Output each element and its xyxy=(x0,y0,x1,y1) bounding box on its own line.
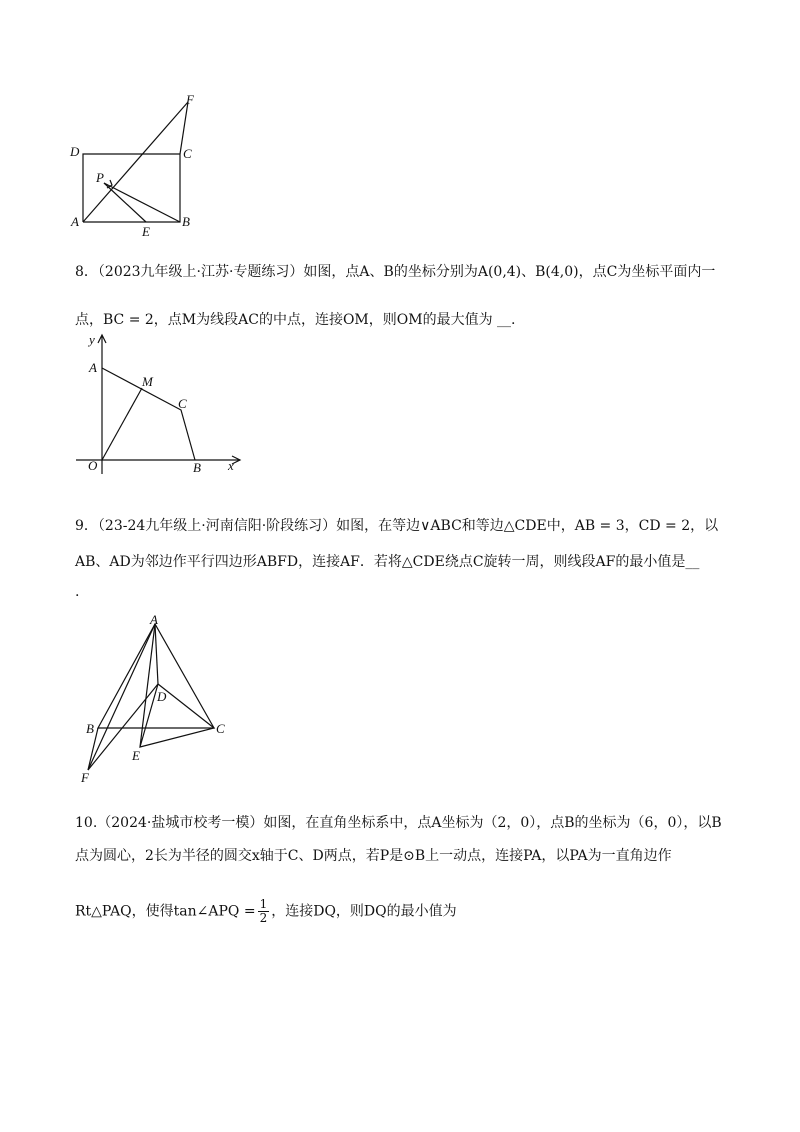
figure-rectangle xyxy=(60,90,220,240)
label-F: F xyxy=(186,92,194,107)
fraction-numerator: 1 xyxy=(259,897,268,911)
label-B: B xyxy=(86,721,94,736)
label-M: M xyxy=(142,374,153,389)
label-A: A xyxy=(89,360,97,375)
q10-line3-post: ，连接DQ，则DQ的最小值为 xyxy=(271,903,457,920)
rect-ABCD xyxy=(83,154,180,222)
segment-AF xyxy=(83,102,188,222)
segment-OM xyxy=(102,388,142,460)
q10-line3-pre: Rt△PAQ，使得tan∠APQ = xyxy=(75,903,256,920)
q9-line2: AB、AD为邻边作平行四边形ABFD，连接AF．若将△CDE绕点C旋转一周，则线段AF的最小值是__ xyxy=(75,554,700,570)
label-x: x xyxy=(228,458,234,473)
label-B: B xyxy=(193,460,201,475)
label-E: E xyxy=(142,224,150,239)
segment-PB xyxy=(104,183,180,222)
label-O: O xyxy=(88,458,98,473)
label-y: y xyxy=(89,332,95,347)
segment-PE xyxy=(104,183,146,222)
q10-line1: 10.（2024·盐城市校考一模）如图，在直角坐标系中，点A坐标为（2，0），点B的坐标为（6，0），以B xyxy=(75,815,722,831)
figure-coordinate xyxy=(70,330,250,480)
q8-line2: 点，BC = 2，点M为线段AC的中点，连接OM，则OM的最大值为 __. xyxy=(75,312,516,328)
label-F: F xyxy=(81,770,89,785)
segment-AF xyxy=(88,624,155,770)
q9-line3: . xyxy=(75,584,80,600)
q10-line3 xyxy=(75,898,457,925)
triangle-CDE xyxy=(140,684,214,747)
fraction-denominator: 2 xyxy=(259,911,268,925)
q10-line2: 点为圆心，2长为半径的圆交x轴于C、D两点，若P是⊙B上一动点，连接PA，以PA为一直角边作 xyxy=(75,848,672,864)
label-C: C xyxy=(183,146,192,161)
figure-triangles xyxy=(78,612,238,792)
label-P: P xyxy=(96,170,104,185)
label-A: A xyxy=(150,612,158,627)
label-D: D xyxy=(70,144,80,159)
label-C: C xyxy=(178,396,187,411)
q8-line1: 8．（2023九年级上·江苏·专题练习）如图，点A、B的坐标分别为A(0,4)、B(4,0)，点C为坐标平面内一 xyxy=(75,264,716,280)
label-A: A xyxy=(71,214,79,229)
segment-AD xyxy=(155,624,158,684)
label-C: C xyxy=(216,721,225,736)
fraction-one-half xyxy=(258,898,270,925)
q9-line1: 9．（23-24九年级上·河南信阳·阶段练习）如图，在等边∨ABC和等边△CDE中，AB = 3，CD = 2，以 xyxy=(75,518,719,534)
label-D: D xyxy=(157,689,167,704)
label-B: B xyxy=(182,214,190,229)
label-E: E xyxy=(132,748,140,763)
